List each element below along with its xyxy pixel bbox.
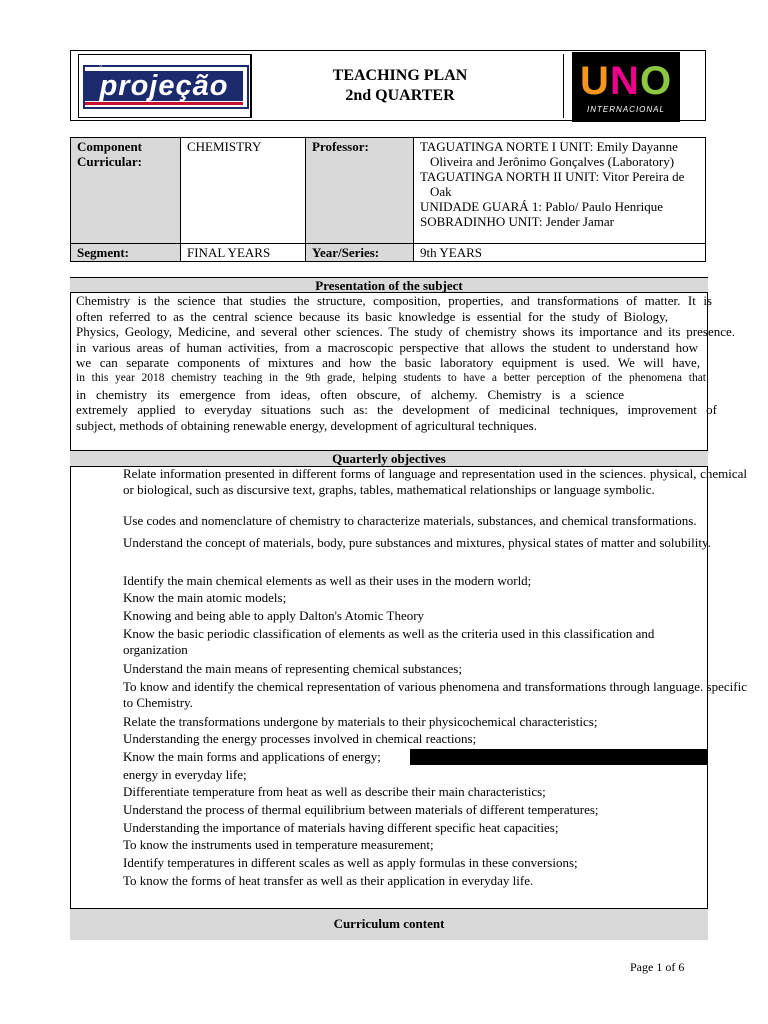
objective-text: To know the forms of heat transfer as well as their application in everyday life.	[123, 873, 534, 888]
redaction-bar	[410, 749, 708, 765]
objective-text: Use codes and nomenclature of chemistry to characterize materials, substances, and chemical transformations.	[123, 513, 697, 528]
logo-accent-bar	[85, 102, 243, 105]
curriculum-heading: Curriculum content	[70, 908, 708, 940]
objective-text: Differentiate temperature from heat as well as describe their main characteristics;	[123, 784, 546, 799]
objective-text: To know and identify the chemical representation of various phenomena and transformations through language. specific to Chemistry.	[123, 679, 747, 710]
year-label: Year/Series:	[306, 244, 414, 262]
title-line-1: TEACHING PLAN	[332, 67, 468, 84]
objectives-heading: Quarterly objectives	[70, 450, 708, 467]
course-info-table	[70, 137, 706, 262]
presentation-line: subject, methods of obtaining renewable energy, development of agricultural techniques.	[76, 417, 537, 433]
objective-text: energy in everyday life;	[123, 767, 247, 782]
segment-value: FINAL YEARS	[181, 244, 306, 262]
objective-text: Understand the concept of materials, body, pure substances and mixtures, physical states of matter and solubility.	[123, 535, 711, 550]
professor-line: TAGUATINGA NORTH II UNIT: Vitor Pereira de Oak	[420, 169, 685, 199]
uno-letter-o: O	[640, 59, 672, 103]
presentation-line: Physics, Geology, Medicine, and several other sciences. The study of chemistry shows its importance and its presence.	[76, 324, 735, 340]
presentation-line: Chemistry is the science that studies the structure, composition, properties, and transformations of matter. It is	[76, 293, 712, 308]
objective-text: Relate information presented in different forms of language and representation used in the sciences. physical, chemical or biological, such as discursive text, graphs, tables, mathematical relationships or language symbolic.	[123, 466, 747, 497]
logo-cell	[78, 54, 251, 118]
document-title	[251, 66, 549, 106]
professor-value	[414, 138, 706, 244]
objective-text: To know the instruments used in temperature measurement;	[123, 837, 434, 852]
presentation-line: in chemistry its emergence from ideas, often obscure, of alchemy. Chemistry is a science	[76, 386, 624, 402]
objective-text: Knowing and being able to apply Dalton's Atomic Theory	[123, 608, 425, 623]
presentation-line: we can separate components of mixtures and how the basic laboratory equipment is used. We will have,	[76, 355, 700, 371]
objective-text: Understanding the importance of materials having different specific heat capacities;	[123, 820, 559, 835]
logo-text: projeção	[85, 71, 243, 101]
objective-text: Understand the main means of representing chemical substances;	[123, 661, 462, 676]
uno-subtitle: INTERNACIONAL	[587, 105, 665, 114]
professor-line: UNIDADE GUARÁ 1: Pablo/ Paulo Henrique	[420, 199, 664, 214]
uno-letter-u: U	[580, 59, 609, 103]
uno-letter-n: N	[610, 59, 639, 103]
objective-text: Relate the transformations undergone by materials to their physicochemical characteristics;	[123, 714, 598, 729]
component-value: CHEMISTRY	[181, 138, 306, 244]
page-number: Page 1 of 6	[630, 960, 685, 974]
objective-text: Identify the main chemical elements as well as their uses in the modern world;	[123, 573, 532, 588]
professor-line: SOBRADINHO UNIT: Jender Jamar	[420, 214, 614, 229]
component-label: Component Curricular:	[71, 138, 181, 244]
objective-text: Understand the process of thermal equilibrium between materials of different temperatures;	[123, 802, 599, 817]
projecao-logo	[83, 65, 249, 109]
professor-line: TAGUATINGA NORTE I UNIT: Emily Dayanne Oliveira and Jerônimo Gonçalves (Laboratory)	[420, 139, 678, 169]
logo-small-text: Colégio	[87, 61, 108, 67]
presentation-heading: Presentation of the subject	[70, 277, 708, 293]
presentation-line: in various areas of human activities, from a macroscopic perspective that allows the student to understand how	[76, 339, 698, 355]
objective-text: Know the main atomic models;	[123, 590, 287, 605]
presentation-text	[76, 293, 735, 433]
uno-internacional-logo	[572, 52, 680, 122]
presentation-line: in this year 2018 chemistry teaching in the 9th grade, helping students to have a better perception of the phenomena that	[76, 371, 706, 384]
objective-text: Identify temperatures in different scales as well as apply formulas in these conversions;	[123, 855, 578, 870]
professor-label: Professor:	[306, 138, 414, 244]
year-value: 9th YEARS	[414, 244, 706, 262]
presentation-line: often referred to as the central science because its basic knowledge is essential for the study of Biology,	[76, 308, 668, 324]
title-line-2: 2nd QUARTER	[345, 87, 455, 104]
segment-label: Segment:	[71, 244, 181, 262]
objective-text: Understanding the energy processes involved in chemical reactions;	[123, 731, 477, 746]
objective-text: Know the basic periodic classification of elements as well as the criteria used in this classification and organization	[123, 626, 655, 657]
presentation-line: extremely applied to everyday situations such as: the development of medicinal techniques, improvement of	[76, 402, 717, 418]
objective-text: Know the main forms and applications of energy;	[123, 749, 381, 764]
